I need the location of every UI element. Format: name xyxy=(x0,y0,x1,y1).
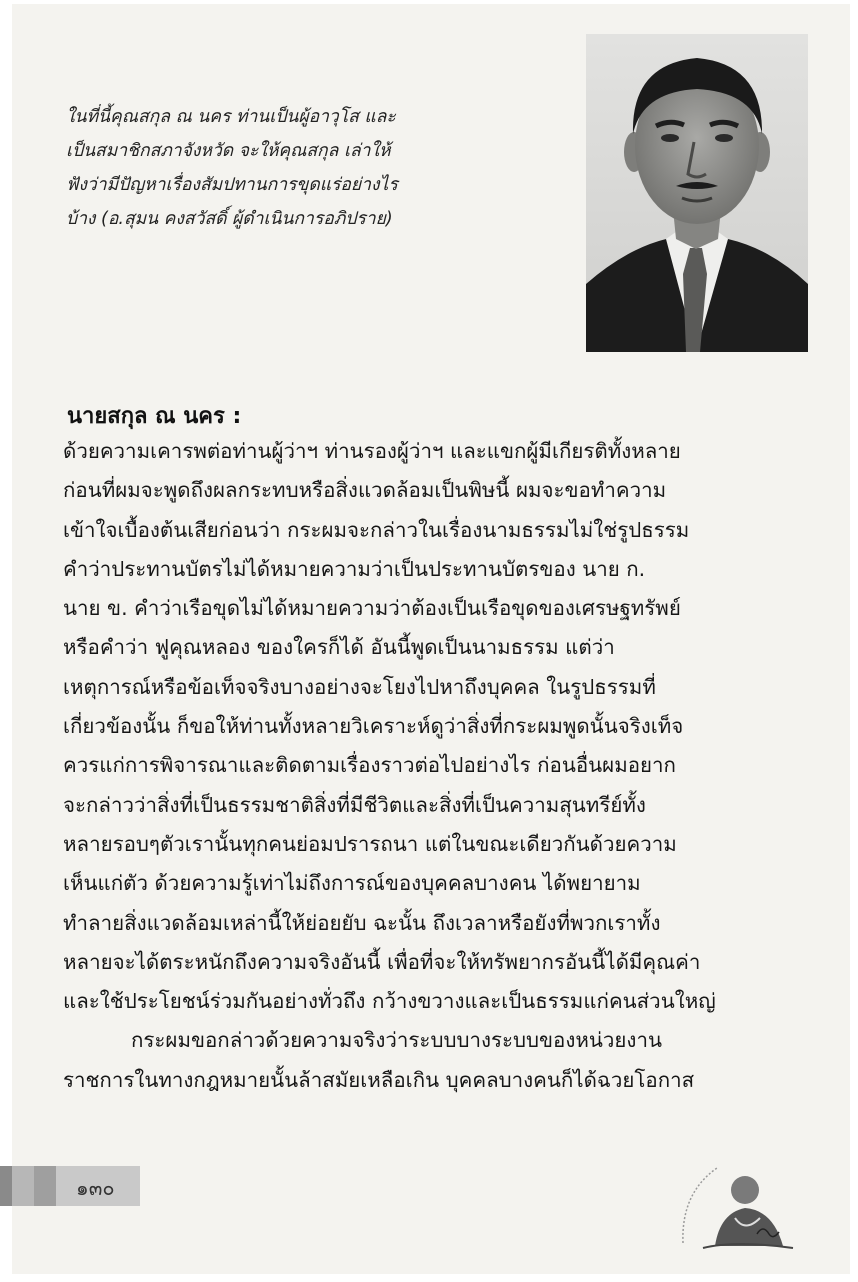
text-line: ควรแก่การพิจารณาและติดตามเรื่องราวต่อไปอย่างไร ก่อนอื่นผมอยาก xyxy=(63,753,676,778)
footer-color-bar xyxy=(0,1166,140,1206)
intro-caption xyxy=(66,100,486,236)
text-line: คำว่าประทานบัตรไม่ได้หมายความว่าเป็นประทานบัตรของ นาย ก. xyxy=(63,556,646,581)
speaker-name: นายสกุล ณ นคร : xyxy=(67,404,242,429)
footer-bar-block xyxy=(12,1166,34,1206)
intro-line: ในที่นี้คุณสกุล ณ นคร ท่านเป็นผู้อาวุโส และ xyxy=(66,107,396,127)
intro-line: บ้าง (อ.สุมน คงสวัสดิ์ ผู้ดำเนินการอภิปราย) xyxy=(66,209,393,229)
text-line: ด้วยความเคารพต่อท่านผู้ว่าฯ ท่านรองผู้ว่าฯ และแขกผู้มีเกียรติทั้งหลาย xyxy=(63,439,681,463)
text-line: กระผมขอกล่าวด้วยความจริงว่าระบบบางระบบของหน่วยงาน xyxy=(131,1028,662,1053)
speech-body xyxy=(63,432,803,1100)
book-emblem-logo xyxy=(675,1148,800,1258)
text-line: และใช้ประโยชน์ร่วมกันอย่างทั่วถึง กว้างขวางและเป็นธรรมแก่คนส่วนใหญ่ xyxy=(63,989,716,1014)
footer-bar-block xyxy=(0,1166,12,1206)
portrait-illustration xyxy=(586,34,808,352)
text-line: เห็นแก่ตัว ด้วยความรู้เท่าไม่ถึงการณ์ของบุคคลบางคน ได้พยายาม xyxy=(63,871,641,896)
page-number: ๑๓๐ xyxy=(76,1176,115,1200)
text-line: ทำลายสิ่งแวดล้อมเหล่านี้ให้ย่อยยับ ฉะนั้น ถึงเวลาหรือยังที่พวกเราทั้ง xyxy=(63,910,661,935)
text-line: จะกล่าวว่าสิ่งที่เป็นธรรมชาติสิ่งที่มีชีวิตและสิ่งที่เป็นความสุนทรีย์ทั้ง xyxy=(63,792,646,817)
text-line: หลายจะได้ตระหนักถึงความจริงอันนี้ เพื่อที่จะให้ทรัพยากรอันนี้ได้มีคุณค่า xyxy=(63,949,701,974)
speaker-portrait-photo xyxy=(586,34,808,352)
text-line: นาย ข. คำว่าเรือขุดไม่ได้หมายความว่าต้องเป็นเรือขุดของเศรษฐทรัพย์ xyxy=(63,596,681,621)
text-line: หรือคำว่า ฟูคุณหลอง ของใครก็ได้ อันนี้พูดเป็นนามธรรม แต่ว่า xyxy=(63,635,615,660)
intro-line: ฟังว่ามีปัญหาเรื่องสัมปทานการขุดแร่อย่างไร xyxy=(66,175,398,195)
text-line: เหตุการณ์หรือข้อเท็จจริงบางอย่างจะโยงไปหาถึงบุคคล ในรูปธรรมที่ xyxy=(63,674,656,699)
emblem-illustration xyxy=(675,1148,800,1258)
text-line: ก่อนที่ผมจะพูดถึงผลกระทบหรือสิ่งแวดล้อมเป็นพิษนี้ ผมจะขอทำความ xyxy=(63,478,667,503)
intro-line: เป็นสมาชิกสภาจังหวัด จะให้คุณสกุล เล่าให้ xyxy=(66,141,391,161)
text-line: หลายรอบๆตัวเรานั้นทุกคนย่อมปรารถนา แต่ในขณะเดียวกันด้วยความ xyxy=(63,831,677,856)
text-line: ราชการในทางกฎหมายนั้นล้าสมัยเหลือเกิน บุคคลบางคนก็ได้ฉวยโอกาส xyxy=(63,1067,695,1092)
footer-bar-block xyxy=(34,1166,56,1206)
text-line: เกี่ยวข้องนั้น ก็ขอให้ท่านทั้งหลายวิเคราะห์ดูว่าสิ่งที่กระผมพูดนั้นจริงเท็จ xyxy=(63,714,684,739)
text-line: เข้าใจเบื้องต้นเสียก่อนว่า กระผมจะกล่าวในเรื่องนามธรรมไม่ใช่รูปธรรม xyxy=(63,517,690,542)
